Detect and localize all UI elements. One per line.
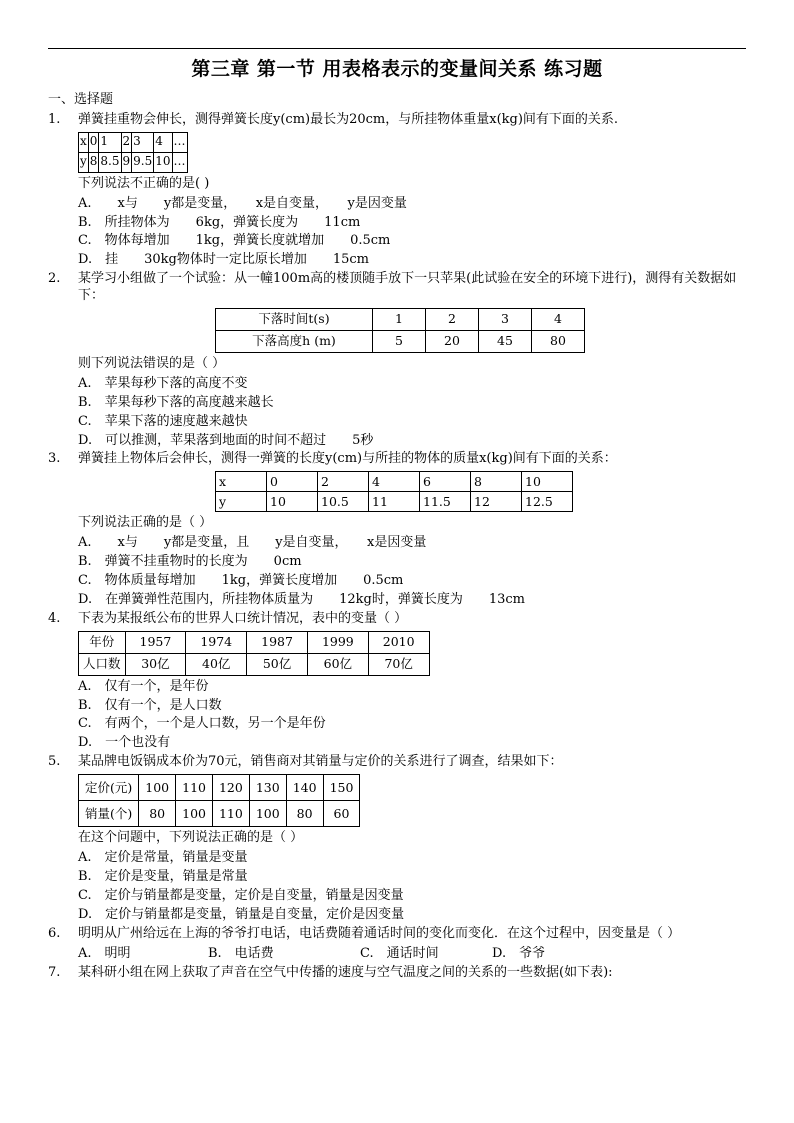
table-cell: 人口数 [79, 653, 126, 675]
table-cell: 下落高度h (m) [216, 331, 373, 353]
option-c: C. 苹果下落的速度越来越快 [78, 413, 248, 429]
option-a: A. 明明 [78, 945, 131, 961]
table-cell: 100 [139, 775, 176, 801]
table-cell: … [172, 132, 187, 152]
question-stem: 某学习小组做了一个试验：从一幢100m高的楼顶随手放下一只苹果(此试验在安全的环境下进行)，测得有关数据如下： [78, 271, 737, 304]
table-cell: 60 [323, 801, 360, 827]
question-number: 4. [48, 610, 61, 626]
question-list [48, 92, 748, 985]
option-d: D. 挂 30kg物体时一定比原长增加 15cm [78, 252, 369, 268]
table-cell: 5 [373, 331, 426, 353]
table-cell: 2 [121, 132, 132, 152]
question-4 [48, 611, 748, 752]
table-cell: 10 [154, 152, 172, 172]
option-b: B. 弹簧不挂重物时的长度为 0cm [78, 554, 302, 570]
option-c: C. 通话时间 [360, 945, 439, 961]
table-cell: 80 [139, 801, 176, 827]
question-5 [48, 754, 748, 923]
table-row [216, 492, 573, 512]
option-d: D. 爷爷 [492, 945, 546, 961]
option-a: A. x与 y都是变量， x是自变量， y是因变量 [78, 195, 407, 211]
table-cell: 50亿 [247, 653, 308, 675]
option-c: C. 物体每增加 1kg，弹簧长度就增加 0.5cm [78, 233, 391, 249]
table-cell: x [79, 132, 89, 152]
table-cell: 30亿 [125, 653, 186, 675]
table-cell: y [79, 152, 89, 172]
question-stem: 弹簧挂重物会伸长，测得弹簧长度y(cm)最长为20cm，与所挂物体重量x(kg)间有下面的关系. [78, 111, 619, 127]
option-a: A. x与 y都是变量，且 y是自变量， x是因变量 [78, 535, 427, 551]
option-d: D. 可以推测，苹果落到地面的时间不超过 5秒 [78, 432, 374, 448]
table-cell: 100 [176, 801, 213, 827]
question-3 [48, 451, 748, 608]
table-cell: 1999 [307, 631, 368, 653]
option-b: B. 定价是变量，销量是常量 [78, 868, 248, 884]
table-cell: 2 [426, 309, 479, 331]
option-c: C. 有两个，一个是人口数，另一个是年份 [78, 716, 326, 732]
table-cell: 1 [99, 132, 121, 152]
table-cell: 4 [154, 132, 172, 152]
table-cell: 6 [420, 472, 471, 492]
table-cell: 8 [471, 472, 522, 492]
data-table [78, 631, 430, 676]
question-7 [48, 965, 748, 982]
table-cell: 11 [369, 492, 420, 512]
option-c: C. 物体质量每增加 1kg，弹簧长度增加 0.5cm [78, 573, 404, 589]
option-d: D. 在弹簧弹性范围内，所挂物体质量为 12kg时，弹簧长度为 13cm [78, 591, 525, 607]
option-d: D. 定价与销量都是变量，销量是自变量，定价是因变量 [78, 906, 405, 922]
table-cell: 40亿 [186, 653, 247, 675]
data-table [78, 132, 188, 173]
table-row [216, 331, 585, 353]
table-row [216, 472, 573, 492]
data-table [215, 308, 585, 353]
table-cell: 110 [176, 775, 213, 801]
table-cell: 150 [323, 775, 360, 801]
option-a: A. 苹果每秒下落的高度不变 [78, 375, 248, 391]
table-row [216, 309, 585, 331]
table-cell: … [172, 152, 187, 172]
table-cell: 9.5 [132, 152, 154, 172]
table-cell: 100 [249, 801, 286, 827]
option-a: A. 仅有一个，是年份 [78, 678, 209, 694]
question-number: 6. [48, 925, 61, 941]
option-d: D. 一个也没有 [78, 735, 171, 751]
question-prompt: 在这个问题中，下列说法正确的是（ ） [78, 830, 304, 846]
table-cell: 140 [286, 775, 323, 801]
question-2 [48, 271, 748, 449]
table-cell: 2 [318, 472, 369, 492]
question-number: 7. [48, 965, 61, 981]
table-cell: 9 [121, 152, 132, 172]
table-cell: 1 [373, 309, 426, 331]
table-cell: 4 [532, 309, 585, 331]
option-b: B. 苹果每秒下落的高度越来越长 [78, 394, 274, 410]
question-number: 1. [48, 111, 61, 127]
option-a: A. 定价是常量，销量是变量 [78, 850, 248, 866]
question-number: 2. [48, 271, 61, 287]
table-cell: 130 [249, 775, 286, 801]
table-cell: 1987 [247, 631, 308, 653]
table-cell: 3 [479, 309, 532, 331]
question-prompt: 下列说法不正确的是( ) [78, 175, 210, 191]
table-cell: 0 [88, 132, 99, 152]
question-1 [48, 112, 748, 269]
table-cell: x [216, 472, 267, 492]
question-6 [48, 926, 748, 963]
header-rule [48, 48, 746, 49]
question-stem: 某品牌电饭锅成本价为70元，销售商对其销量与定价的关系进行了调查，结果如下： [78, 754, 563, 770]
option-b: B. 电话费 [208, 945, 274, 961]
table-cell: 10 [267, 492, 318, 512]
question-stem: 弹簧挂上物体后会伸长，测得一弹簧的长度y(cm)与所挂的物体的质量x(kg)间有下面的关系： [78, 451, 617, 467]
data-table [215, 471, 573, 512]
table-cell: 11.5 [420, 492, 471, 512]
table-row [79, 152, 188, 172]
table-cell: 80 [532, 331, 585, 353]
table-cell: 110 [212, 801, 249, 827]
table-cell: 45 [479, 331, 532, 353]
table-cell: 10.5 [318, 492, 369, 512]
option-row [78, 946, 748, 963]
table-row [79, 132, 188, 152]
page-title: 第三章 第一节 用表格表示的变量间关系 练习题 [191, 58, 603, 80]
table-cell: 70亿 [368, 653, 429, 675]
table-cell: 2010 [368, 631, 429, 653]
option-b: B. 仅有一个，是人口数 [78, 697, 222, 713]
table-row [79, 653, 430, 675]
table-cell: 4 [369, 472, 420, 492]
table-row [79, 775, 360, 801]
option-b: B. 所挂物体为 6kg，弹簧长度为 11cm [78, 214, 361, 230]
table-cell: 1974 [186, 631, 247, 653]
table-cell: y [216, 492, 267, 512]
table-cell: 60亿 [307, 653, 368, 675]
question-prompt: 下列说法正确的是（ ） [78, 515, 213, 531]
table-cell: 20 [426, 331, 479, 353]
section-heading: 一、选择题 [48, 92, 114, 107]
table-cell: 8.5 [99, 152, 121, 172]
table-cell: 80 [286, 801, 323, 827]
table-cell: 销量(个) [79, 801, 139, 827]
table-cell: 10 [522, 472, 573, 492]
question-number: 5. [48, 754, 61, 770]
question-stem: 明明从广州给远在上海的爷爷打电话，电话费随着通话时间的变化而变化．在这个过程中，因变量是（ ） [78, 925, 681, 941]
table-cell: 120 [212, 775, 249, 801]
question-stem: 某科研小组在网上获取了声音在空气中传播的速度与空气温度之间的关系的一些数据(如下表): [78, 965, 613, 981]
table-cell: 12 [471, 492, 522, 512]
table-row [79, 631, 430, 653]
question-prompt: 则下列说法错误的是（ ） [78, 356, 226, 372]
question-stem: 下表为某报纸公布的世界人口统计情况，表中的变量（ ） [78, 610, 408, 626]
table-row [79, 801, 360, 827]
table-cell: 定价(元) [79, 775, 139, 801]
question-number: 3. [48, 451, 61, 467]
table-cell: 0 [267, 472, 318, 492]
option-c: C. 定价与销量都是变量，定价是自变量，销量是因变量 [78, 887, 404, 903]
table-cell: 1957 [125, 631, 186, 653]
data-table [78, 774, 360, 827]
table-cell: 下落时间t(s) [216, 309, 373, 331]
table-cell: 年份 [79, 631, 126, 653]
table-cell: 3 [132, 132, 154, 152]
table-cell: 12.5 [522, 492, 573, 512]
table-cell: 8 [88, 152, 99, 172]
